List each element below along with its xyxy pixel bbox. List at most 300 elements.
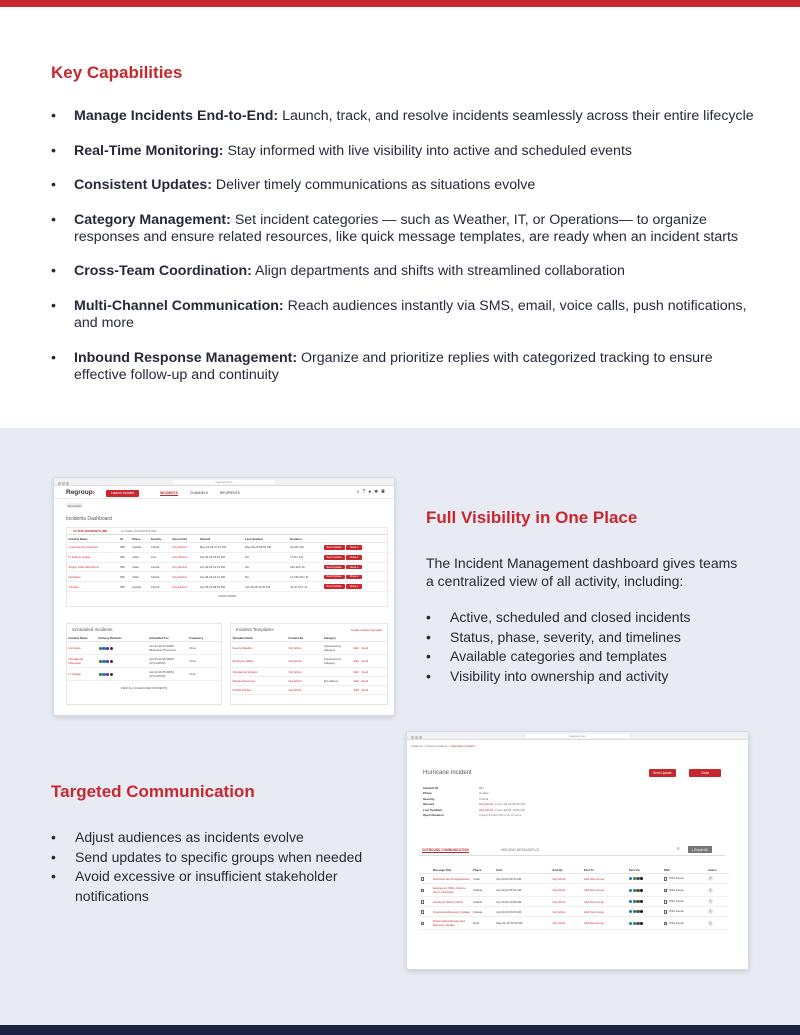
detail-key: Last Updated: [423, 807, 443, 812]
launch-incident-button[interactable]: Launch Incident: [106, 490, 139, 497]
column-header: Phase: [472, 866, 495, 874]
channel-icon: [106, 673, 109, 676]
table-cell[interactable]: Org Admins: [171, 582, 199, 592]
table-cell[interactable]: Supply chain disruptions: [67, 562, 119, 572]
column-header: RSS: [662, 866, 706, 874]
detail-key: Phase: [423, 791, 432, 796]
capability-label: Multi-Channel Communication:: [74, 298, 284, 314]
rss-checkbox[interactable]: [664, 910, 668, 914]
template-name[interactable]: Employee Safety: [231, 655, 287, 668]
row-actions: [322, 543, 387, 553]
row-actions: [322, 562, 387, 572]
scheduled-incidents-panel: [66, 623, 222, 705]
detail-value[interactable]: Org Admin: [479, 807, 494, 812]
row-checkbox[interactable]: [421, 889, 425, 893]
column-header: Message Title: [432, 866, 472, 874]
scheduled-table: [67, 634, 221, 681]
channel-icon: [636, 889, 639, 892]
table-row: [67, 582, 387, 592]
template-actions: [352, 642, 387, 655]
key-capabilities-title: Key Capabilities: [51, 63, 183, 82]
table-cell[interactable]: Org Admins: [171, 562, 199, 572]
export-all-label: Export All: [694, 847, 708, 852]
close-button[interactable]: Close: [689, 769, 721, 777]
scheduled-for: Jun-01-26 04:30PM (Budapest Timezone): [148, 642, 188, 655]
visibility-bullet: • Visibility into ownership and activity: [426, 667, 766, 687]
sent-by[interactable]: Org Admin: [551, 917, 582, 930]
avatar-icon[interactable]: ◉: [381, 489, 388, 495]
info-icon[interactable]: i: [708, 921, 713, 926]
channel-icon: [633, 910, 636, 913]
row-checkbox[interactable]: [421, 900, 425, 904]
detail-value-suffix: on Apr-29-26 08:15 AM: [493, 802, 525, 807]
channel-icon: [640, 889, 643, 892]
targeted-bullet: • Send updates to specific groups when needed: [51, 848, 381, 868]
capability-text: Stay informed with live visibility into active and scheduled events: [223, 143, 632, 159]
sent-by[interactable]: Org Admin: [551, 897, 582, 907]
table-row: [67, 642, 221, 655]
category: Fire Alarms: [322, 677, 352, 686]
channel-icon: [99, 673, 102, 676]
incident-tabs: [67, 528, 387, 535]
window-dots-icon: [411, 735, 423, 740]
detail-value: Update: [479, 791, 489, 796]
action-cell: [706, 917, 729, 930]
column-header: Delivery Methods: [97, 634, 148, 642]
channel-icon: [629, 922, 632, 925]
table-row: [231, 668, 387, 677]
close-label: Close: [349, 555, 357, 559]
incident-templates-panel: [230, 623, 388, 705]
row-select: [419, 897, 432, 907]
table-row: [419, 874, 729, 884]
row-actions: [322, 552, 387, 562]
role-badge: Org Admin: [68, 503, 82, 508]
edit-link[interactable]: Edit: [353, 646, 359, 650]
breadcrumb: Incidents > Active Incidents > Hurricane Incident: [411, 744, 476, 748]
bell-icon[interactable]: ●: [368, 489, 375, 495]
category: Cybersecurity Category: [322, 642, 352, 655]
search-icon[interactable]: ⌕: [677, 846, 680, 852]
template-name[interactable]: Severe Weather: [231, 642, 287, 655]
table-row: [419, 897, 729, 907]
edit-link[interactable]: Edit: [353, 670, 359, 674]
detail-key: Opened: [423, 802, 435, 807]
close-label: Close: [349, 565, 357, 569]
browser-bar: [54, 478, 394, 486]
channel-icon: [633, 922, 636, 925]
templates-title: Incident Templates: [236, 627, 274, 632]
tab-outbound[interactable]: OUTBOUND COMMUNICATION: [422, 848, 469, 852]
channel-icon: [110, 673, 113, 676]
send-link[interactable]: Send: [361, 688, 369, 692]
logo-mark-icon: ›: [92, 489, 95, 496]
send-update-button[interactable]: Send Update: [324, 584, 345, 589]
sent-to[interactable]: AAA New Group: [582, 907, 627, 917]
sent-to[interactable]: AAA New Group: [582, 884, 627, 897]
column-header-select: [419, 866, 432, 874]
rss-cell: [662, 897, 706, 907]
table-cell: 4d 4h 51m 4s: [289, 582, 322, 592]
sent-to[interactable]: AAA New Group: [582, 897, 627, 907]
close-button[interactable]: [346, 545, 363, 550]
send-link[interactable]: Send: [361, 659, 369, 663]
table-row: [231, 655, 387, 668]
table-cell: May-01-26 07:10 PM: [198, 543, 243, 553]
table-cell: Critical: [149, 572, 171, 582]
capability-text: Deliver timely communications as situations evolve: [211, 177, 536, 193]
channel-icon: [640, 922, 643, 925]
row-actions: [322, 582, 387, 592]
rss-checkbox[interactable]: [664, 877, 668, 881]
column-header: Scheduled For: [148, 634, 188, 642]
frequency: Once: [188, 642, 221, 655]
category: [322, 686, 352, 695]
row-select: [419, 884, 432, 897]
column-header: ID: [119, 535, 131, 543]
table-cell[interactable]: Org Admins: [171, 552, 199, 562]
table-row: [231, 686, 387, 695]
message-title[interactable]: Hurricane Alert Preparedness: [432, 874, 472, 884]
created-by[interactable]: Org Admin: [287, 686, 322, 695]
row-select: [419, 917, 432, 930]
close-button[interactable]: [346, 575, 363, 580]
close-label: Close: [349, 585, 357, 589]
channel-icon: [102, 660, 105, 663]
gear-icon[interactable]: ✱: [374, 489, 382, 495]
incident-name[interactable]: IT Outage: [67, 668, 97, 681]
table-row: [231, 642, 387, 655]
capability-label: Consistent Updates:: [74, 177, 212, 193]
table-cell: NA: [244, 572, 289, 582]
send-link[interactable]: Send: [361, 646, 369, 650]
column-header: Duration: [289, 535, 322, 543]
visibility-title: Full Visibility in One Place: [426, 508, 638, 527]
message-title[interactable]: Emergency Office Closure due to Hurricane: [432, 884, 472, 897]
phase: Final: [472, 917, 495, 930]
table-cell[interactable]: Org Admins: [171, 543, 199, 553]
incident-details: [423, 786, 525, 818]
frequency: Once: [188, 668, 221, 681]
sent: Apr-29-26 10:06 AM: [495, 897, 551, 907]
sent-via: [627, 917, 662, 930]
sent-via: [627, 884, 662, 897]
channel-icon: [110, 647, 113, 650]
search-icon[interactable]: ⌕: [356, 489, 363, 495]
message-title[interactable]: Employee Safety Check: [432, 897, 472, 907]
export-all-button[interactable]: [688, 846, 712, 853]
nav-recipients[interactable]: RECIPIENTS: [220, 490, 240, 495]
browser-bar: [407, 732, 748, 740]
show-more-link[interactable]: SHOW MORE: [218, 593, 236, 598]
sent-by[interactable]: Org Admin: [551, 884, 582, 897]
created-by[interactable]: Org Admin: [287, 677, 322, 686]
chevron-down-icon: ▾: [356, 555, 359, 559]
sent-via: [627, 897, 662, 907]
close-label: Close: [349, 546, 357, 549]
action-cell: [706, 874, 729, 884]
table-cell: 23h 52m 5s: [289, 562, 322, 572]
row-checkbox[interactable]: [421, 910, 425, 914]
rss-label: RSS Feeds: [669, 899, 684, 904]
frequency: Once: [188, 655, 221, 668]
send-update-button[interactable]: Send Update: [324, 565, 345, 570]
targeted-list: [51, 828, 381, 906]
edit-link[interactable]: Edit: [353, 688, 359, 692]
info-icon[interactable]: i: [708, 909, 713, 914]
info-icon[interactable]: i: [708, 876, 713, 881]
created-by[interactable]: Org Admin: [287, 655, 322, 668]
table-cell: 890: [119, 562, 131, 572]
chevron-down-icon: ▾: [356, 575, 359, 579]
create-template-link[interactable]: Create Incident Template: [350, 628, 382, 632]
row-actions: [322, 572, 387, 582]
window-dots-icon: [58, 481, 70, 486]
table-cell: May-05-26 08:52 PM: [244, 543, 289, 553]
rss-label: RSS Feeds: [669, 876, 684, 881]
table-cell: Apr-28-26 10:06 AM: [244, 582, 289, 592]
scheduled-for: Apr-22-26 05:30PM (UTC+08:00): [148, 668, 188, 681]
table-row: [67, 543, 387, 553]
row-select: [419, 907, 432, 917]
capability-text: Organize and prioritize replies with categorized tracking to ensure effective follow-up and continuity: [74, 350, 713, 383]
capability-item: [51, 177, 766, 194]
channel-icon: [640, 900, 643, 903]
detail-key: Incident ID: [423, 786, 439, 790]
column-header: Created By: [287, 634, 322, 642]
created-by[interactable]: Org Admin: [287, 642, 322, 655]
visibility-intro: The Incident Management dashboard gives teams a centralized view of all activity, including:: [426, 555, 738, 589]
table-cell: 7h 5m 54s: [289, 552, 322, 562]
capability-label: Manage Incidents End-to-End:: [74, 108, 279, 124]
dashboard-title: Incidents Dashboard: [66, 516, 112, 522]
action-cell: [706, 897, 729, 907]
phase: Update: [472, 897, 495, 907]
nav-channels[interactable]: CHANNELS: [190, 490, 208, 495]
targeted-bullet: • Adjust audiences as incidents evolve: [51, 828, 381, 848]
table-cell: Critical: [149, 543, 171, 553]
url-box: regroup.com: [526, 734, 628, 739]
table-row: [67, 572, 387, 582]
channel-icon: [640, 877, 643, 880]
template-name[interactable]: Operational Incident: [231, 668, 287, 677]
table-cell: Update: [131, 582, 150, 592]
table-cell[interactable]: Cybersecurity breaches: [67, 543, 119, 553]
table-cell: Update: [131, 543, 150, 553]
edit-link[interactable]: Edit: [353, 679, 359, 683]
detail-value: 887: [479, 786, 485, 790]
table-cell: 3d 20h 30s: [289, 543, 322, 553]
dashboard-screenshot: [53, 477, 395, 716]
table-row: [67, 552, 387, 562]
edit-link[interactable]: Edit: [353, 659, 359, 663]
sent-to[interactable]: AAA New Group: [582, 917, 627, 930]
sent: Apr-30-26 09:00 AM: [495, 907, 551, 917]
tab-active-incidents[interactable]: ACTIVE INCIDENTS (88): [73, 529, 108, 533]
templates-table: [231, 634, 387, 695]
close-button[interactable]: [346, 584, 363, 589]
active-incidents-panel: [66, 527, 388, 607]
rss-checkbox[interactable]: [664, 922, 668, 926]
detail-key: Open Duration: [423, 812, 444, 817]
column-header: Template Name: [231, 634, 287, 642]
channel-icon: [106, 660, 109, 663]
visibility-bullet: • Status, phase, severity, and timelines: [426, 628, 766, 648]
visibility-list: [426, 608, 766, 686]
delivery-methods: [97, 668, 148, 681]
delivery-methods: [97, 642, 148, 655]
incident-name[interactable]: Operational Disruption: [67, 655, 97, 668]
detail-value: 3 days 8 hours 26 mins 37 secs: [479, 812, 522, 817]
action-cell: [706, 907, 729, 917]
column-header: Sent: [495, 866, 551, 874]
column-header: Severity: [149, 535, 171, 543]
tab-inbound[interactable]: INBOUND MESSAGES (3): [501, 848, 540, 852]
table-cell: Initial: [131, 562, 150, 572]
table-cell: Apr-30-26 05:51 PM: [198, 552, 243, 562]
column-header: Last Updated: [244, 535, 289, 543]
template-name[interactable]: Disaster Recovery: [231, 677, 287, 686]
targeted-title: Targeted Communication: [51, 782, 255, 801]
send-update-button[interactable]: Send Update: [324, 555, 345, 560]
channel-icon: [633, 900, 636, 903]
detail-value: Critical: [479, 796, 489, 801]
breadcrumb-active[interactable]: Active Incidents: [426, 744, 448, 748]
url-box: regroup.com: [173, 480, 275, 485]
channel-icon: [633, 889, 636, 892]
rss-cell: [662, 884, 706, 897]
close-button[interactable]: [346, 565, 363, 570]
send-link[interactable]: Send: [361, 670, 369, 674]
nav-incidents[interactable]: INCIDENTS: [160, 490, 178, 495]
capability-label: Category Management:: [74, 212, 231, 228]
capability-label: Cross-Team Coordination:: [74, 263, 252, 279]
column-header: Opened By: [171, 535, 199, 543]
row-checkbox[interactable]: [421, 877, 425, 881]
rss-cell: [662, 917, 706, 930]
table-row: [419, 907, 729, 917]
table-cell: Critical: [149, 562, 171, 572]
chevron-down-icon: ▾: [356, 546, 359, 549]
send-update-button[interactable]: Send Update: [324, 545, 345, 550]
incident-name[interactable]: Hurricane: [67, 642, 97, 655]
info-icon[interactable]: i: [708, 899, 713, 904]
capability-text: Set incident categories — such as Weather, IT, or Operations— to organize responses and ensure related resources, like quick message templates, are ready when an incident starts: [74, 212, 739, 245]
sent-by[interactable]: Org Admin: [551, 874, 582, 884]
table-cell[interactable]: Org Admins: [171, 572, 199, 582]
detail-value-suffix: on Apr-29-26 10:06 AM: [493, 807, 525, 812]
footer-bar: [0, 1025, 800, 1035]
capability-item: [51, 263, 766, 280]
rss-label: RSS Feeds: [669, 909, 684, 914]
column-header-actions: [322, 535, 387, 543]
sent: May-01-26 04:00 PM: [495, 917, 551, 930]
detail-key: Severity: [423, 796, 435, 801]
column-header: Opened: [198, 535, 243, 543]
column-header: Sent Via: [627, 866, 662, 874]
message-title[interactable]: Operational Recovery Update: [432, 907, 472, 917]
channel-icon: [636, 877, 639, 880]
capability-item: [51, 350, 766, 384]
targeted-bullet: • Avoid excessive or insufficient stakeholder notifications: [51, 867, 381, 906]
channel-icon: [102, 673, 105, 676]
capability-item: [51, 108, 766, 125]
table-cell[interactable]: Tornado: [67, 582, 119, 592]
help-icon[interactable]: ?: [362, 489, 369, 495]
chevron-down-icon: ▾: [356, 585, 359, 589]
table-row: [419, 917, 729, 930]
capability-item: [51, 212, 766, 246]
channel-icon: [629, 900, 632, 903]
table-row: [67, 562, 387, 572]
close-label: Close: [349, 575, 357, 579]
table-cell[interactable]: Hurricane: [67, 572, 119, 582]
channel-icon: [110, 660, 113, 663]
column-header: Sent By: [551, 866, 582, 874]
sent-by[interactable]: Org Admin: [551, 907, 582, 917]
send-update-button[interactable]: Send Update: [324, 575, 345, 580]
channel-icon: [636, 922, 639, 925]
download-icon: ⤓: [692, 847, 695, 852]
table-cell: Apr-28-26 08:53 PM: [198, 582, 243, 592]
capability-text: Reach audiences instantly via SMS, email, voice calls, push notifications, and more: [74, 298, 747, 331]
table-row: [419, 884, 729, 897]
tab-closed-incidents[interactable]: CLOSED INCIDENTS (86): [121, 529, 157, 533]
capability-text: Launch, track, and resolve incidents seamlessly across their entire lifecycle: [278, 108, 754, 124]
table-cell[interactable]: IT System outage: [67, 552, 119, 562]
channel-icon: [636, 910, 639, 913]
sent-via: [627, 874, 662, 884]
communication-tabs: [419, 845, 725, 856]
table-cell: Apr-29-26 01:13 PM: [198, 572, 243, 582]
created-by[interactable]: Org Admin: [287, 668, 322, 677]
message-title[interactable]: Post-Incident Review and Recovery Update: [432, 917, 472, 930]
send-update-button[interactable]: Send Update: [649, 769, 676, 777]
capability-item: [51, 298, 766, 332]
logo-text: Regroup: [66, 489, 93, 496]
scheduled-for: Apr-03-26 05:30PM (UTC+08:00): [148, 655, 188, 668]
incidents-table: [67, 535, 387, 592]
column-header: Sent To: [582, 866, 627, 874]
row-checkbox[interactable]: [421, 922, 425, 926]
rss-checkbox[interactable]: [664, 889, 668, 893]
table-cell: 890: [119, 572, 131, 582]
detail-value[interactable]: Org Admin: [479, 802, 494, 807]
app-nav: [54, 486, 394, 499]
table-cell: Initial: [131, 572, 150, 582]
send-link[interactable]: Send: [361, 679, 369, 683]
table-cell: Low: [149, 552, 171, 562]
channel-icon: [102, 647, 105, 650]
rss-checkbox[interactable]: [664, 900, 668, 904]
sent-to[interactable]: AAA New Group: [582, 874, 627, 884]
channel-icon: [106, 647, 109, 650]
info-icon[interactable]: i: [708, 888, 713, 893]
close-button[interactable]: [346, 555, 363, 560]
breadcrumb-incidents[interactable]: Incidents: [411, 744, 424, 748]
table-cell: 887: [119, 582, 131, 592]
detail-row: [423, 813, 525, 818]
view-all-scheduled-link[interactable]: VIEW ALL SCHEDULED INCIDENTS: [120, 686, 168, 690]
template-name[interactable]: Critical Incident: [231, 686, 287, 695]
capability-label: Inbound Response Management:: [74, 350, 298, 366]
messages-table: [419, 866, 729, 930]
table-cell: NA: [244, 552, 289, 562]
table-row: [231, 677, 387, 686]
template-actions: [352, 655, 387, 668]
column-header: Phase: [131, 535, 150, 543]
column-header: Frequency: [188, 634, 221, 642]
